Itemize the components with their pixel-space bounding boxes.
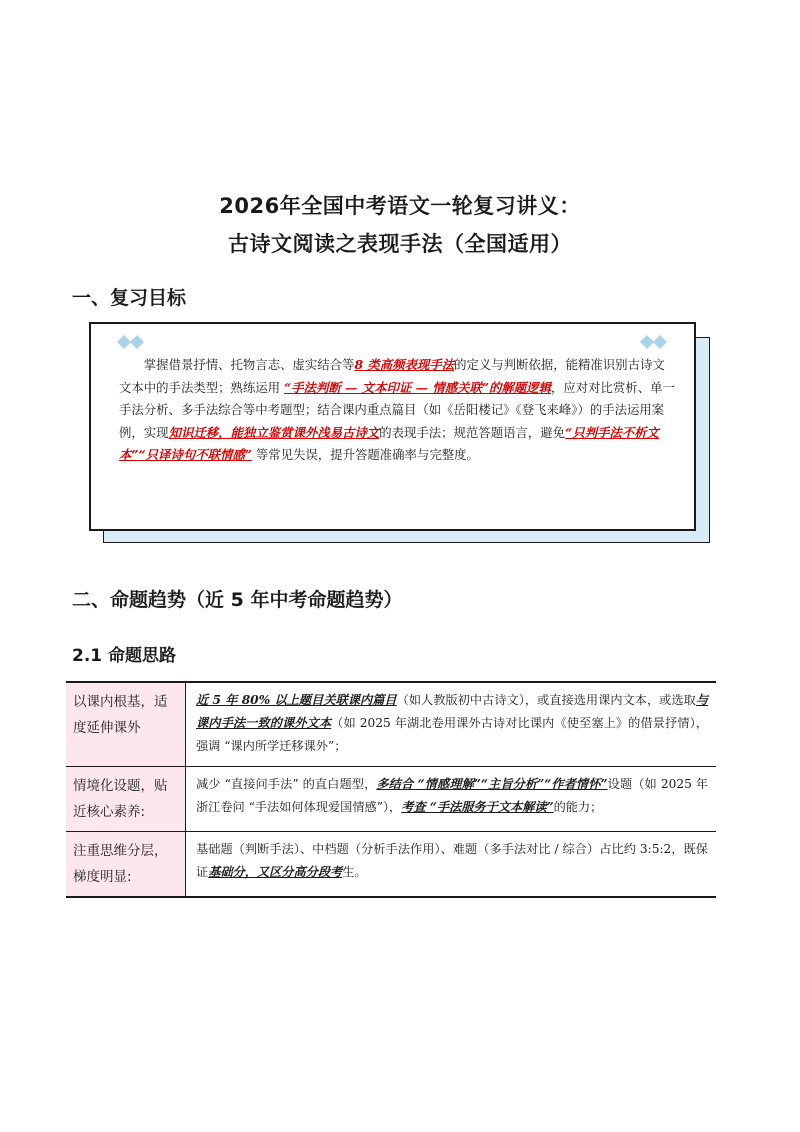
sub-heading-ideas: 2.1 命题思路 bbox=[72, 646, 177, 666]
emphasis-text: 与课内手法一致的课外文本 bbox=[196, 693, 708, 730]
diamond-ornament-icon bbox=[117, 335, 151, 349]
goal-highlight: 知识迁移，能独立鉴赏课外浅易古诗文 bbox=[168, 424, 380, 440]
content-text: 生。 bbox=[342, 865, 367, 879]
emphasis-text: 考查 “手法服务于文本解读” bbox=[401, 800, 554, 814]
table-row bbox=[66, 682, 716, 767]
goal-text-segment: 掌握借景抒情、托物言志、虚实结合等 bbox=[143, 357, 355, 372]
row-label: 注重思维分层，梯度明显: bbox=[66, 832, 186, 898]
goal-highlight: “只判手法不析文本” bbox=[119, 424, 659, 462]
section-heading-trends: 二、命题趋势（近 5 年中考命题趋势） bbox=[72, 589, 403, 611]
goal-highlight: “只译诗句不联情感” bbox=[138, 447, 252, 462]
doc-title-line1: 2026年全国中考语文一轮复习讲义： bbox=[219, 194, 581, 218]
row-label: 以课内根基，适度延伸课外 bbox=[66, 682, 186, 767]
goal-highlight: 8 类高频表现手法 bbox=[354, 357, 455, 372]
content-text: 的能力； bbox=[553, 800, 603, 814]
doc-title-line2: 古诗文阅读之表现手法（全国适用） bbox=[228, 232, 572, 256]
goal-text-segment: 的表现手法；规范答题语言，避免 bbox=[379, 424, 566, 440]
section-heading-goals: 一、复习目标 bbox=[72, 287, 187, 309]
row-label: 情境化设题，贴近核心素养: bbox=[66, 767, 186, 832]
emphasis-text: 近 5 年 80% 以上题目关联课内篇目 bbox=[196, 693, 397, 707]
goal-paragraph bbox=[119, 354, 675, 467]
diamond-ornament-icon bbox=[640, 335, 674, 349]
goal-highlight: “手法判断 — 文本印证 — 情感关联”的解题逻辑 bbox=[284, 379, 551, 395]
content-text: （如人教版初中古诗文），或直接选用课内文本，或选取 bbox=[396, 693, 696, 707]
emphasis-text: 多结合 “情感理解”“主旨分析”“作者情怀” bbox=[376, 777, 608, 791]
table-row bbox=[66, 767, 716, 832]
goal-box bbox=[89, 322, 696, 531]
row-content bbox=[186, 767, 717, 832]
content-text: 减少 “直接问手法” 的直白题型， bbox=[196, 777, 377, 791]
trend-table bbox=[66, 681, 716, 898]
goal-text-segment: ，应对对比赏析、单一手法分析、多手法综合等中考题型；结合课内重点篇目（如《岳阳楼记》《登飞来峰》）的手法运用案例，实现 bbox=[119, 379, 675, 440]
goal-text-segment: 的定义与判断依据，能精准识别古诗文文本中的手法类型；熟练运用 bbox=[119, 357, 665, 395]
content-text: 设题（如 2025 年浙江卷问 “手法如何体现爱国情感”）， bbox=[196, 777, 709, 814]
table-row bbox=[66, 832, 716, 898]
goal-text-segment: 等常见失误，提升答题准确率与完整度。 bbox=[251, 447, 479, 462]
row-content bbox=[186, 832, 717, 898]
row-content bbox=[186, 682, 717, 767]
content-text: 基础题（判断手法）、中档题（分析手法作用）、难题（多手法对比 / 综合）占比约 3:5:2，既保证 bbox=[196, 842, 708, 879]
content-text: （如 2025 年湖北卷用课外古诗对比课内《使至塞上》的借景抒情），强调 “课内所学迁移课外”； bbox=[196, 716, 708, 753]
emphasis-text: 基础分，又区分高分段考 bbox=[208, 865, 343, 879]
